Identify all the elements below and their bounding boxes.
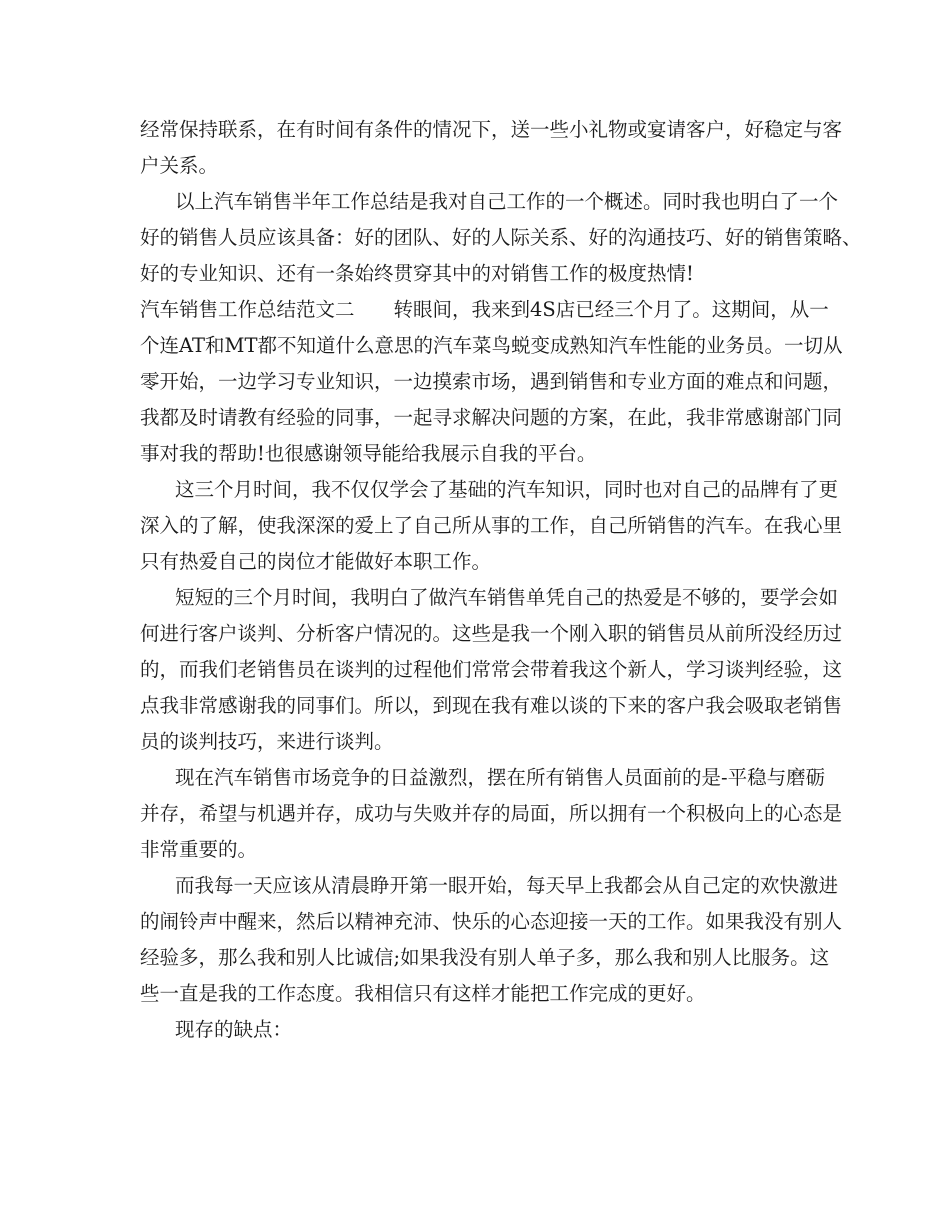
text-line: 非常重要的。 (140, 838, 258, 861)
text-line: 经验多，那么我和别人比诚信;如果我没有别人单子多，那么我和别人比服务。这 (140, 946, 830, 969)
text-line: 好的专业知识、还有一条始终贯穿其中的对销售工作的极度热情! (140, 262, 694, 285)
text-line: 些一直是我的工作态度。我相信只有这样才能把工作完成的更好。 (140, 982, 706, 1005)
text-line: 好的销售人员应该具备：好的团队、好的人际关系、好的沟通技巧、好的销售策略、 (140, 226, 862, 249)
text-line: 的闹铃声中醒来，然后以精神充沛、快乐的心态迎接一天的工作。如果我没有别人 (140, 910, 843, 933)
paragraph-start: 而我每一天应该从清晨睁开第一眼开始，每天早上我都会从自己定的欢快激进 (175, 874, 839, 897)
text-line: 事对我的帮助!也很感谢领导能给我展示自我的平台。 (140, 442, 597, 465)
paragraph-start: 以上汽车销售半年工作总结是我对自己工作的一个概述。同时我也明白了一个 (175, 190, 839, 213)
text-line: 个连AT和MT都不知道什么意思的汽车菜鸟蜕变成熟知汽车性能的业务员。一切从 (140, 334, 843, 357)
text-line: 并存，希望与机遇并存，成功与失败并存的局面，所以拥有一个积极向上的心态是 (140, 802, 843, 825)
section-heading-line: 汽车销售工作总结范文二 转眼间，我来到4S店已经三个月了。这期间，从一 (140, 298, 829, 321)
text-line: 深入的了解，使我深深的爱上了自己所从事的工作，自己所销售的汽车。在我心里 (140, 514, 843, 537)
text-line: 点我非常感谢我的同事们。所以，到现在我有难以谈的下来的客户我会吸取老销售 (140, 694, 843, 717)
paragraph-start: 现存的缺点： (175, 1018, 293, 1041)
text-line: 户关系。 (140, 154, 219, 177)
text-line: 何进行客户谈判、分析客户情况的。这些是我一个刚入职的销售员从前所没经历过 (140, 622, 843, 645)
text-line: 我都及时请教有经验的同事，一起寻求解决问题的方案，在此，我非常感谢部门同 (140, 406, 843, 429)
text-line: 只有热爱自己的岗位才能做好本职工作。 (140, 550, 492, 573)
text-line: 员的谈判技巧，来进行谈判。 (140, 730, 394, 753)
text-line: 的，而我们老销售员在谈判的过程他们常常会带着我这个新人，学习谈判经验，这 (140, 658, 843, 681)
text-line: 零开始，一边学习专业知识，一边摸索市场，遇到销售和专业方面的难点和问题， (140, 370, 843, 393)
paragraph-start: 这三个月时间，我不仅仅学会了基础的汽车知识，同时也对自己的品牌有了更 (175, 478, 839, 501)
paragraph-start: 现在汽车销售市场竞争的日益激烈，摆在所有销售人员面前的是-平稳与磨砺 (175, 766, 826, 789)
paragraph-start: 短短的三个月时间，我明白了做汽车销售单凭自己的热爱是不够的，要学会如 (175, 586, 839, 609)
text-line: 经常保持联系，在有时间有条件的情况下，送一些小礼物或宴请客户，好稳定与客 (140, 118, 843, 141)
